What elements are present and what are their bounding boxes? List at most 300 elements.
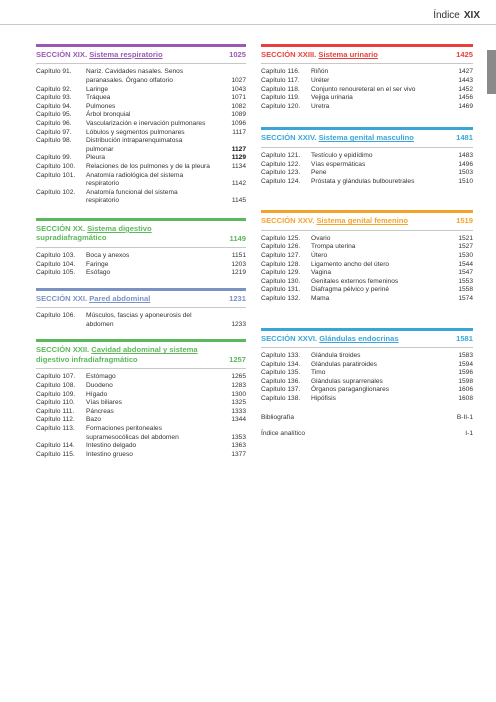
chapter-number: Capítulo 114. [36, 442, 75, 450]
section-divider [261, 230, 473, 231]
chapter-page: 1203 [231, 260, 246, 268]
chapter-page: 1134 [231, 163, 246, 171]
chapter-title-line: Relaciones de los pulmones y de la pleura [86, 163, 210, 171]
chapter-page: 1606 [458, 386, 473, 394]
chapter-number: Capítulo 121. [261, 151, 301, 159]
section-title [261, 50, 450, 59]
chapter-page: 1233 [231, 320, 246, 328]
chapter-page: 1452 [458, 85, 473, 93]
section-name: Sistema genital femenino [316, 216, 409, 226]
toc-section-xxi [36, 288, 246, 330]
chapter-title-line: supramesocólicas del abdomen [86, 433, 179, 441]
chapter-number: Capítulo 133. [261, 352, 301, 360]
toc-section-xix [36, 44, 246, 206]
chapter-entry[interactable] [261, 152, 473, 161]
other-entries [261, 414, 473, 439]
section-divider [261, 63, 473, 64]
chapter-number: Capítulo 110. [36, 399, 75, 407]
chapter-title-line: Testículo y epidídimo [311, 151, 373, 159]
section-divider [36, 247, 246, 248]
chapter-number: Capítulo 96. [36, 120, 72, 128]
chapter-entry[interactable] [261, 269, 473, 278]
chapter-title [311, 369, 451, 378]
chapter-page: 1377 [231, 450, 246, 458]
chapter-title [311, 68, 451, 77]
chapter-title-line: Glándula tiroides [311, 352, 361, 360]
chapter-number: Capítulo 105. [36, 269, 76, 277]
chapter-title [86, 451, 224, 460]
section-label: SECCIÓN XXIV. [261, 133, 317, 143]
chapter-entry[interactable] [36, 111, 246, 120]
chapter-entry[interactable] [261, 178, 473, 187]
chapter-title [311, 395, 451, 404]
chapter-title-line: paranasales. Órgano olfatorio [86, 77, 173, 85]
chapter-title-line: Diafragma pélvico y periné [311, 286, 390, 294]
chapter-page: 1530 [458, 251, 473, 259]
toc-section-xxvi [261, 328, 473, 404]
chapter-title-line: Páncreas [86, 407, 114, 415]
chapter-entry[interactable] [261, 352, 473, 361]
chapter-number: Capítulo 138. [261, 395, 301, 402]
chapter-title-line: Timo [311, 369, 326, 377]
chapter-entry[interactable] [36, 425, 246, 442]
chapter-title [311, 286, 451, 295]
chapter-title-line: Riñón [311, 68, 329, 76]
chapter-entry[interactable] [36, 103, 246, 112]
chapter-title-line: Próstata y glándulas bulbouretrales [311, 177, 415, 185]
section-name: Cavidad abdominal y sistema [91, 345, 198, 355]
chapter-number: Capítulo 104. [36, 260, 76, 268]
chapter-title [86, 312, 224, 329]
chapter-number: Capítulo 136. [261, 377, 301, 385]
chapter-title [311, 295, 451, 304]
chapter-title [86, 425, 224, 442]
chapter-entry[interactable] [36, 94, 246, 103]
chapter-entry[interactable] [261, 68, 473, 77]
chapter-entry[interactable] [261, 77, 473, 86]
chapter-page: 1353 [231, 433, 246, 441]
chapter-number: Capítulo 134. [261, 360, 301, 368]
chapter-number: Capítulo 92. [36, 85, 72, 93]
chapter-number: Capítulo 109. [36, 390, 76, 398]
chapter-entry[interactable] [36, 129, 246, 138]
section-subtitle: supradiafragmático [36, 233, 107, 243]
chapter-entry[interactable] [36, 261, 246, 270]
chapter-page: 1283 [231, 381, 246, 389]
chapter-title [86, 269, 224, 278]
section-title [261, 133, 450, 142]
chapter-number: Capítulo 108. [36, 381, 76, 389]
chapter-page: 1265 [231, 373, 246, 381]
section-label: SECCIÓN XXI. [36, 293, 88, 303]
chapter-title [311, 77, 451, 86]
section-title [36, 224, 224, 243]
chapter-title-line: abdomen [86, 320, 114, 328]
chapter-page: 1527 [458, 243, 473, 251]
toc-section-xxv [261, 210, 473, 303]
chapter-entry[interactable] [36, 451, 246, 460]
section-label: SECCIÓN XXV. [261, 216, 315, 226]
chapter-number: Capítulo 116. [261, 68, 300, 76]
chapter-number: Capítulo 119. [261, 94, 300, 102]
chapter-title [86, 120, 224, 129]
back-matter-entry[interactable] [261, 414, 473, 423]
section-page: 1231 [229, 293, 246, 303]
chapter-title [86, 399, 224, 408]
section-label: SECCIÓN XIX. [36, 50, 88, 59]
chapter-title [311, 161, 451, 170]
chapter-page: 1544 [458, 260, 473, 268]
section-label: SECCIÓN XXVI. [261, 333, 318, 343]
chapter-title-line: Tráquea [86, 94, 111, 102]
section-subtitle: digestivo infradiafragmático [36, 354, 138, 364]
chapter-title [311, 261, 451, 270]
toc-section-xxii [36, 339, 246, 459]
chapter-title-line: Pleura [86, 154, 106, 162]
toc-section-xxiii [261, 44, 473, 111]
chapter-entry[interactable] [36, 252, 246, 261]
section-name: Sistema respiratorio [89, 50, 163, 59]
chapter-entry[interactable] [261, 243, 473, 252]
chapter-title-line: Músculos, fascias y aponeurosis del [86, 312, 192, 320]
chapter-title-line: Órganos paraganglionares [311, 386, 390, 394]
chapter-page: 1071 [231, 94, 246, 102]
chapter-entry[interactable] [261, 235, 473, 244]
back-matter-page: I-1 [465, 430, 473, 438]
chapter-number: Capítulo 99. [36, 154, 72, 162]
chapter-page: 1503 [458, 169, 473, 177]
chapter-page: 1344 [231, 416, 246, 424]
chapter-title-line: Anatomía funcional del sistema [86, 188, 178, 196]
toc-right-column [261, 44, 473, 447]
chapter-entry[interactable] [36, 391, 246, 400]
chapter-title-line: pulmonar [86, 145, 114, 153]
chapter-entry[interactable] [36, 163, 246, 172]
chapter-title [311, 243, 451, 252]
back-matter-label: Bibliografía [261, 413, 294, 421]
chapter-title [86, 373, 224, 382]
section-name: Sistema digestivo [87, 223, 152, 233]
chapter-title [86, 261, 224, 270]
chapter-title-line: Glándulas paratiroides [311, 360, 377, 368]
chapter-title [86, 68, 224, 85]
running-header [433, 10, 480, 21]
chapter-title [311, 86, 451, 95]
chapter-number: Capítulo 106. [36, 312, 76, 320]
chapter-title-line: Duodeno [86, 381, 113, 389]
chapter-number: Capítulo 132. [261, 294, 301, 302]
chapter-number: Capítulo 128. [261, 260, 301, 268]
chapter-title-line: Vías espermáticas [311, 160, 366, 168]
chapter-title-line: Ligamento ancho del útero [311, 260, 390, 268]
chapter-page: 1483 [458, 151, 473, 159]
chapter-page: 1456 [458, 94, 473, 102]
chapter-title [86, 111, 224, 120]
chapter-entry[interactable] [36, 68, 246, 85]
chapter-entry[interactable] [261, 386, 473, 395]
chapter-title-line: Faringe [86, 260, 109, 268]
section-label: SECCIÓN XXII. [36, 345, 90, 355]
chapter-title-line: Distribución intraparenquimatosa [86, 137, 183, 145]
section-name: Sistema genital masculino [318, 133, 414, 143]
chapter-title [86, 442, 224, 451]
chapter-title-line: Lóbulos y segmentos pulmonares [86, 128, 185, 136]
chapter-number: Capítulo 131. [261, 286, 301, 294]
section-divider [261, 347, 473, 348]
chapter-title [86, 94, 224, 103]
section-title [261, 216, 450, 225]
chapter-title-line: Vías biliares [86, 399, 122, 407]
chapter-number: Capítulo 91. [36, 68, 72, 76]
chapter-title-line: Trompa uterina [311, 243, 356, 251]
chapter-title-line: Vagina [311, 269, 332, 277]
section-divider [36, 307, 246, 308]
section-name: Pared abdominal [89, 293, 151, 303]
section-page: 1149 [229, 233, 246, 243]
chapter-title-line: Glándulas suprarrenales [311, 377, 383, 385]
chapter-entry[interactable] [261, 169, 473, 178]
chapter-title-line: Formaciones peritoneales [86, 424, 162, 432]
chapter-number: Capítulo 102. [36, 188, 76, 196]
chapter-title [311, 152, 451, 161]
section-page: 1581 [456, 333, 473, 343]
section-heading[interactable] [261, 210, 473, 225]
chapter-title [86, 391, 224, 400]
chapter-title-line: Anatomía radiológica del sistema [86, 171, 184, 179]
chapter-title [86, 154, 224, 163]
chapter-entry[interactable] [261, 103, 473, 112]
chapter-number: Capítulo 94. [36, 102, 72, 110]
toc-section-xxiv [261, 127, 473, 186]
chapter-title [311, 235, 451, 244]
chapter-title-line: Uréter [311, 77, 330, 85]
chapter-title-line: Uretra [311, 102, 330, 110]
toc-left-column [36, 44, 246, 469]
section-heading[interactable] [261, 44, 473, 59]
back-matter-entry[interactable] [261, 430, 473, 439]
chapter-number: Capítulo 112. [36, 416, 75, 424]
chapter-entry[interactable] [36, 269, 246, 278]
chapter-page: 1596 [458, 369, 473, 377]
chapter-page: 1521 [458, 234, 473, 242]
chapter-entry[interactable] [36, 86, 246, 95]
chapter-entry[interactable] [36, 189, 246, 206]
chapter-number: Capítulo 118. [261, 85, 300, 93]
chapter-entry[interactable] [261, 369, 473, 378]
chapter-entry[interactable] [36, 408, 246, 417]
chapter-title-line: Genitales externos femeninos [311, 277, 399, 285]
chapter-number: Capítulo 101. [36, 171, 76, 179]
chapter-number: Capítulo 117. [261, 77, 300, 85]
chapter-title-line: Hígado [86, 390, 108, 398]
chapter-title [86, 129, 224, 138]
chapter-entry[interactable] [261, 395, 473, 404]
header-label: Índice [433, 10, 460, 21]
chapter-page: 1325 [231, 399, 246, 407]
chapter-title-line: Bazo [86, 416, 102, 424]
chapter-entry[interactable] [261, 86, 473, 95]
section-title [36, 294, 223, 303]
chapter-page: 1510 [458, 177, 473, 185]
chapter-page: 1608 [458, 395, 473, 402]
chapter-title-line: Pene [311, 169, 327, 177]
chapter-entry[interactable] [36, 416, 246, 425]
chapter-title-line: Esófago [86, 269, 111, 277]
chapter-title-line: Boca y anexos [86, 251, 130, 259]
section-name: Glándulas endocrinas [319, 333, 399, 343]
chapter-number: Capítulo 123. [261, 169, 301, 177]
chapter-page: 1363 [231, 442, 246, 450]
chapter-title-line: Estómago [86, 373, 116, 381]
chapter-title [311, 386, 451, 395]
section-heading[interactable] [261, 328, 473, 343]
chapter-page: 1043 [231, 85, 246, 93]
chapter-page: 1574 [458, 294, 473, 302]
section-label: SECCIÓN XXIII. [261, 50, 317, 59]
chapter-title-line: respiratorio [86, 197, 119, 205]
section-heading[interactable] [36, 339, 246, 364]
chapter-number: Capítulo 127. [261, 251, 301, 259]
chapter-entry[interactable] [261, 161, 473, 170]
chapter-entry[interactable] [36, 442, 246, 451]
chapter-page: 1594 [458, 360, 473, 368]
chapter-title-line: Nariz. Cavidades nasales. Senos [86, 68, 184, 76]
chapter-number: Capítulo 126. [261, 243, 301, 251]
chapter-number: Capítulo 115. [36, 450, 75, 458]
section-title [36, 50, 223, 59]
chapter-title [311, 178, 451, 187]
chapter-title [86, 137, 224, 154]
chapter-title [311, 252, 451, 261]
chapter-entry[interactable] [36, 373, 246, 382]
section-heading[interactable] [36, 44, 246, 59]
chapter-entry[interactable] [261, 295, 473, 304]
chapter-number: Capítulo 125. [261, 234, 301, 242]
chapter-page: 1089 [231, 111, 246, 119]
chapter-page: 1583 [458, 352, 473, 360]
chapter-page: 1151 [231, 251, 246, 259]
chapter-title-line: respiratorio [86, 180, 119, 188]
chapter-page: 1598 [458, 377, 473, 385]
chapter-number: Capítulo 97. [36, 128, 72, 136]
section-heading[interactable] [261, 127, 473, 142]
chapter-title [86, 408, 224, 417]
chapter-title [311, 269, 451, 278]
chapter-number: Capítulo 113. [36, 424, 75, 432]
chapter-page: 1219 [231, 269, 246, 277]
chapter-title [86, 172, 224, 189]
section-page: 1425 [456, 50, 473, 59]
chapter-title-line: Hipófisis [311, 395, 336, 402]
chapter-page: 1553 [458, 277, 473, 285]
chapter-title [86, 189, 224, 206]
chapter-entry[interactable] [261, 361, 473, 370]
chapter-number: Capítulo 135. [261, 369, 301, 377]
chapter-entry[interactable] [36, 172, 246, 189]
chapter-entry[interactable] [36, 399, 246, 408]
chapter-page: 1558 [458, 286, 473, 294]
chapter-entry[interactable] [261, 94, 473, 103]
chapter-title-line: Pulmones [86, 102, 116, 110]
chapter-entry[interactable] [261, 278, 473, 287]
chapter-number: Capítulo 95. [36, 111, 72, 119]
section-title [261, 334, 450, 343]
chapter-title-line: Conjunto renoureteral en el ser vivo [311, 85, 416, 93]
chapter-title-line: Árbol bronquial [86, 111, 131, 119]
section-page: 1481 [456, 133, 473, 143]
chapter-page: 1300 [231, 390, 246, 398]
chapter-title-line: Vascularización e inervación pulmonares [86, 120, 206, 128]
section-divider [36, 63, 246, 64]
section-heading[interactable] [36, 218, 246, 243]
header-divider [0, 24, 496, 25]
section-page: 1257 [229, 355, 246, 365]
chapter-title-line: Ovario [311, 234, 331, 242]
chapter-number: Capítulo 98. [36, 137, 72, 145]
chapter-page: 1096 [231, 120, 246, 128]
chapter-page: 1443 [458, 77, 473, 85]
chapter-title [86, 416, 224, 425]
chapter-title [311, 103, 451, 112]
chapter-entry[interactable] [261, 261, 473, 270]
chapter-title-line: Vejiga urinaria [311, 94, 353, 102]
chapter-title [86, 252, 224, 261]
chapter-number: Capítulo 137. [261, 386, 301, 394]
chapter-entry[interactable] [261, 252, 473, 261]
section-label: SECCIÓN XX. [36, 223, 85, 233]
chapter-page: 1127 [231, 145, 246, 153]
chapter-entry[interactable] [36, 312, 246, 329]
chapter-title [311, 94, 451, 103]
chapter-number: Capítulo 129. [261, 269, 301, 277]
section-divider [261, 147, 473, 148]
chapter-title-line: Mama [311, 294, 330, 302]
chapter-title [86, 382, 224, 391]
chapter-number: Capítulo 111. [36, 407, 75, 415]
chapter-title-line: Útero [311, 251, 328, 259]
chapter-number: Capítulo 130. [261, 277, 301, 285]
thumb-index-tab [487, 50, 496, 94]
chapter-title [311, 361, 451, 370]
section-page: 1519 [456, 216, 473, 226]
section-page: 1025 [229, 50, 246, 59]
chapter-number: Capítulo 120. [261, 102, 301, 110]
chapter-entry[interactable] [261, 286, 473, 295]
chapter-page: 1547 [458, 269, 473, 277]
chapter-title-line: Intestino delgado [86, 442, 137, 450]
chapter-title [311, 169, 451, 178]
chapter-entry[interactable] [36, 382, 246, 391]
back-matter-label: Índice analítico [261, 430, 305, 438]
section-name: Sistema urinario [318, 50, 378, 59]
chapter-entry[interactable] [36, 120, 246, 129]
chapter-number: Capítulo 103. [36, 251, 76, 259]
section-heading[interactable] [36, 288, 246, 303]
chapter-number: Capítulo 122. [261, 160, 301, 168]
chapter-title-line: Intestino grueso [86, 450, 133, 458]
chapter-page: 1082 [231, 102, 246, 110]
chapter-page: 1496 [458, 160, 473, 168]
chapter-page: 1142 [231, 180, 246, 188]
chapter-title [311, 278, 451, 287]
chapter-number: Capítulo 100. [36, 163, 76, 171]
chapter-entry[interactable] [36, 137, 246, 154]
chapter-page: 1427 [458, 68, 473, 76]
chapter-page: 1117 [232, 128, 246, 136]
chapter-page: 1469 [458, 102, 473, 110]
chapter-entry[interactable] [36, 154, 246, 163]
page-number: XIX [463, 10, 480, 21]
